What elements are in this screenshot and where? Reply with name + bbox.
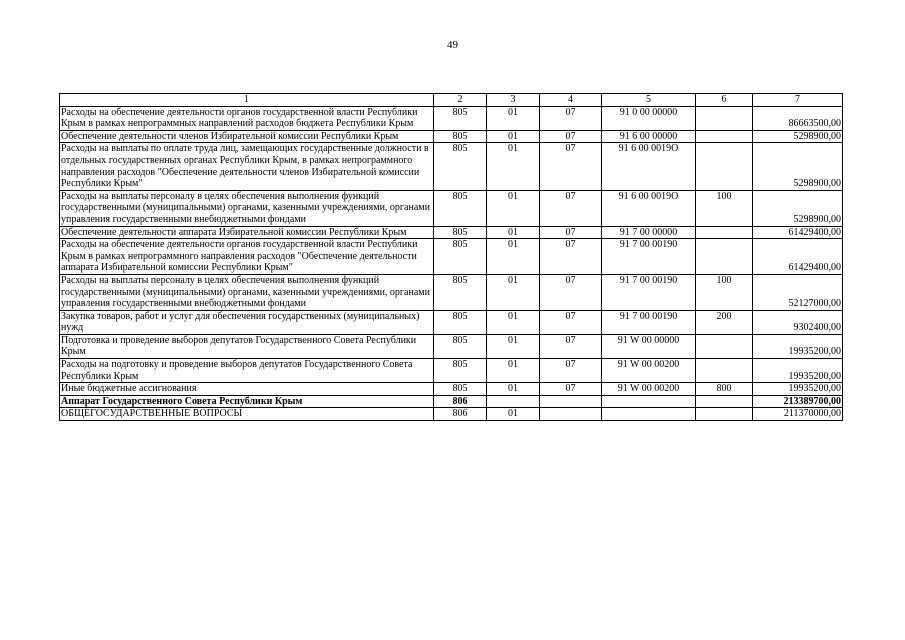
- row-tselevaya-statya-cell: 91 W 00 00000: [602, 334, 696, 358]
- table-row: [60, 143, 843, 190]
- row-summa-cell: 19935200,00: [753, 359, 843, 383]
- row-vid-raskhodov-cell: [696, 359, 753, 383]
- table-row: [60, 395, 843, 408]
- row-tselevaya-statya-cell: 91 7 00 00190: [602, 274, 696, 310]
- row-vedomstvo-cell: 805: [434, 106, 487, 130]
- row-vedomstvo-cell: 805: [434, 274, 487, 310]
- row-razdel-cell: 01: [487, 143, 540, 190]
- row-razdel-cell: 01: [487, 334, 540, 358]
- row-tselevaya-statya-cell: 91 7 00 00000: [602, 226, 696, 239]
- row-razdel-cell: 01: [487, 310, 540, 334]
- row-vedomstvo-cell: 806: [434, 395, 487, 408]
- table-row: [60, 334, 843, 358]
- row-podrazdel-cell: 07: [540, 383, 602, 396]
- column-header: 3: [487, 94, 540, 107]
- row-tselevaya-statya-cell: 91 W 00 00200: [602, 383, 696, 396]
- row-summa-cell: 5298900,00: [753, 190, 843, 226]
- row-vid-raskhodov-cell: [696, 408, 753, 421]
- table-row: [60, 226, 843, 239]
- row-vedomstvo-cell: 805: [434, 130, 487, 143]
- column-header: 4: [540, 94, 602, 107]
- row-podrazdel-cell: 07: [540, 226, 602, 239]
- row-podrazdel-cell: 07: [540, 274, 602, 310]
- row-name-cell: Расходы на обеспечение деятельности органов государственной власти Республики Крым в рамках непрограммных направлений расходов бюджета Республики Крым: [60, 106, 434, 130]
- row-summa-cell: 19935200,00: [753, 334, 843, 358]
- column-header: 7: [753, 94, 843, 107]
- row-vid-raskhodov-cell: [696, 143, 753, 190]
- table-row: [60, 383, 843, 396]
- row-tselevaya-statya-cell: 91 7 00 00190: [602, 310, 696, 334]
- row-vid-raskhodov-cell: [696, 130, 753, 143]
- page-number: 49: [447, 39, 458, 51]
- row-summa-cell: 86663500,00: [753, 106, 843, 130]
- row-name-cell: Иные бюджетные ассигнования: [60, 383, 434, 396]
- row-name-cell: Обеспечение деятельности членов Избирательной комиссии Республики Крым: [60, 130, 434, 143]
- row-podrazdel-cell: 07: [540, 359, 602, 383]
- row-razdel-cell: 01: [487, 383, 540, 396]
- table-row: [60, 239, 843, 275]
- row-vedomstvo-cell: 805: [434, 190, 487, 226]
- column-header: 1: [60, 94, 434, 107]
- row-tselevaya-statya-cell: 91 0 00 00000: [602, 106, 696, 130]
- row-razdel-cell: 01: [487, 239, 540, 275]
- row-summa-cell: 5298900,00: [753, 143, 843, 190]
- row-name-cell: Расходы на выплаты по оплате труда лиц, замещающих государственные должности в отдельных государственных органах Республики Крым, в рамках непрограммного направления расходов "Обеспечение деятельности членов Избирательной комиссии Республики Крым": [60, 143, 434, 190]
- row-summa-cell: 61429400,00: [753, 239, 843, 275]
- row-razdel-cell: 01: [487, 130, 540, 143]
- row-razdel-cell: 01: [487, 106, 540, 130]
- row-podrazdel-cell: 07: [540, 130, 602, 143]
- row-summa-cell: 9302400,00: [753, 310, 843, 334]
- row-tselevaya-statya-cell: 91 W 00 00200: [602, 359, 696, 383]
- row-vedomstvo-cell: 805: [434, 143, 487, 190]
- row-vedomstvo-cell: 805: [434, 383, 487, 396]
- table-row: [60, 190, 843, 226]
- row-podrazdel-cell: 07: [540, 239, 602, 275]
- row-name-cell: Расходы на выплаты персоналу в целях обеспечения выполнения функций государственными (муниципальными) органами, казенными учреждениями, органами управления государственными внебюджетными фондами: [60, 190, 434, 226]
- row-name-cell: Расходы на подготовку и проведение выборов депутатов Государственного Совета Республики Крым: [60, 359, 434, 383]
- table-row: [60, 310, 843, 334]
- table-row: [60, 408, 843, 421]
- row-vedomstvo-cell: 805: [434, 334, 487, 358]
- row-razdel-cell: [487, 395, 540, 408]
- row-tselevaya-statya-cell: 91 6 00 0019О: [602, 190, 696, 226]
- table-row: [60, 359, 843, 383]
- row-tselevaya-statya-cell: 91 6 00 0019О: [602, 143, 696, 190]
- row-podrazdel-cell: [540, 395, 602, 408]
- row-vid-raskhodov-cell: 800: [696, 383, 753, 396]
- row-podrazdel-cell: 07: [540, 334, 602, 358]
- row-tselevaya-statya-cell: [602, 408, 696, 421]
- row-name-cell: Закупка товаров, работ и услуг для обеспечения государственных (муниципальных) нужд: [60, 310, 434, 334]
- table-row: [60, 130, 843, 143]
- row-vid-raskhodov-cell: [696, 226, 753, 239]
- row-razdel-cell: 01: [487, 190, 540, 226]
- row-vid-raskhodov-cell: [696, 395, 753, 408]
- row-name-cell: Обеспечение деятельности аппарата Избирательной комиссии Республики Крым: [60, 226, 434, 239]
- row-name-cell: Подготовка и проведение выборов депутатов Государственного Совета Республики Крым: [60, 334, 434, 358]
- row-summa-cell: 211370000,00: [753, 408, 843, 421]
- row-podrazdel-cell: [540, 408, 602, 421]
- row-vedomstvo-cell: 805: [434, 310, 487, 334]
- row-vid-raskhodov-cell: 100: [696, 190, 753, 226]
- table-row: [60, 274, 843, 310]
- row-vid-raskhodov-cell: 200: [696, 310, 753, 334]
- row-summa-cell: 19935200,00: [753, 383, 843, 396]
- row-summa-cell: 5298900,00: [753, 130, 843, 143]
- row-name-cell: Расходы на обеспечение деятельности органов государственной власти Республики Крым в рамках непрограммного направления расходов "Обеспечение деятельности аппарата Избирательной комиссии Республики Крым": [60, 239, 434, 275]
- row-summa-cell: 52127000,00: [753, 274, 843, 310]
- row-vedomstvo-cell: 805: [434, 226, 487, 239]
- row-vedomstvo-cell: 805: [434, 359, 487, 383]
- budget-table: [59, 93, 843, 421]
- row-tselevaya-statya-cell: 91 6 00 00000: [602, 130, 696, 143]
- row-summa-cell: 61429400,00: [753, 226, 843, 239]
- table-row: [60, 106, 843, 130]
- row-podrazdel-cell: 07: [540, 143, 602, 190]
- header-row: [60, 94, 843, 107]
- column-header: 2: [434, 94, 487, 107]
- row-name-cell: Расходы на выплаты персоналу в целях обеспечения выполнения функций государственными (муниципальными) органами, казенными учреждениями, органами управления государственными внебюджетными фондами: [60, 274, 434, 310]
- row-name-cell: ОБЩЕГОСУДАРСТВЕННЫЕ ВОПРОСЫ: [60, 408, 434, 421]
- column-header: 5: [602, 94, 696, 107]
- row-vid-raskhodov-cell: [696, 106, 753, 130]
- row-tselevaya-statya-cell: 91 7 00 00190: [602, 239, 696, 275]
- row-razdel-cell: 01: [487, 359, 540, 383]
- row-vid-raskhodov-cell: [696, 334, 753, 358]
- row-razdel-cell: 01: [487, 226, 540, 239]
- row-podrazdel-cell: 07: [540, 106, 602, 130]
- row-vedomstvo-cell: 806: [434, 408, 487, 421]
- row-razdel-cell: 01: [487, 274, 540, 310]
- row-podrazdel-cell: 07: [540, 310, 602, 334]
- row-summa-cell: 213389700,00: [753, 395, 843, 408]
- row-vedomstvo-cell: 805: [434, 239, 487, 275]
- row-name-cell: Аппарат Государственного Совета Республики Крым: [60, 395, 434, 408]
- row-podrazdel-cell: 07: [540, 190, 602, 226]
- row-razdel-cell: 01: [487, 408, 540, 421]
- row-vid-raskhodov-cell: 100: [696, 274, 753, 310]
- row-vid-raskhodov-cell: [696, 239, 753, 275]
- column-header: 6: [696, 94, 753, 107]
- row-tselevaya-statya-cell: [602, 395, 696, 408]
